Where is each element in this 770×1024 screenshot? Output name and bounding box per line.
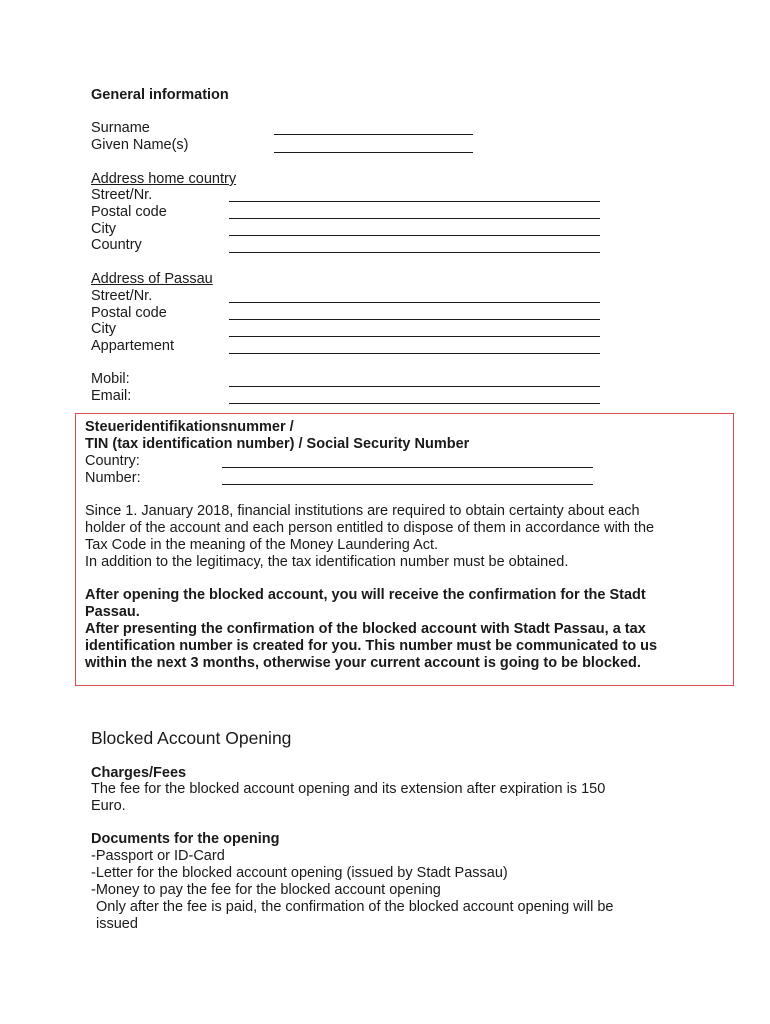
passau-city-label: City bbox=[91, 321, 116, 337]
tax-country-field[interactable] bbox=[222, 467, 593, 468]
tax-info-line: In addition to the legitimacy, the tax identification number must be obtained. bbox=[85, 554, 569, 570]
passau-appartement-field[interactable] bbox=[229, 353, 600, 354]
fee-note-line: Only after the fee is paid, the confirmation of the blocked account opening will be bbox=[96, 899, 614, 915]
home-address-heading: Address home country bbox=[91, 171, 237, 187]
tax-number-field[interactable] bbox=[222, 484, 593, 485]
tax-notice-line: After opening the blocked account, you will receive the confirmation for the Stadt bbox=[85, 587, 646, 603]
charges-text-line: Euro. bbox=[91, 798, 126, 814]
tax-notice-line: Passau. bbox=[85, 604, 140, 620]
tax-info-line: holder of the account and each person entitled to dispose of them in accordance with the bbox=[85, 520, 655, 536]
charges-text-line: The fee for the blocked account opening and its extension after expiration is 150 bbox=[91, 781, 606, 797]
mobile-field[interactable] bbox=[229, 386, 600, 387]
home-street-label: Street/Nr. bbox=[91, 187, 153, 203]
home-country-field[interactable] bbox=[229, 252, 600, 253]
general-information-heading: General information bbox=[91, 87, 229, 103]
passau-street-field[interactable] bbox=[229, 302, 600, 303]
documents-list-item: -Letter for the blocked account opening (issued by Stadt Passau) bbox=[91, 865, 508, 881]
home-postal-code-label: Postal code bbox=[91, 204, 167, 220]
home-country-label: Country bbox=[91, 237, 142, 253]
tax-info-line: Since 1. January 2018, financial institutions are required to obtain certainty about each bbox=[85, 503, 640, 519]
fee-note-line: issued bbox=[96, 916, 138, 932]
tax-number-label: Number: bbox=[85, 470, 141, 486]
passau-address-heading: Address of Passau bbox=[91, 271, 213, 287]
mobile-label: Mobil: bbox=[91, 371, 130, 387]
documents-heading: Documents for the opening bbox=[91, 831, 280, 847]
surname-label: Surname bbox=[91, 120, 150, 136]
passau-city-field[interactable] bbox=[229, 336, 600, 337]
home-city-label: City bbox=[91, 221, 116, 237]
charges-heading: Charges/Fees bbox=[91, 765, 187, 781]
email-field[interactable] bbox=[229, 403, 600, 404]
passau-appartement-label: Appartement bbox=[91, 338, 175, 354]
documents-list-item: -Money to pay the fee for the blocked account opening bbox=[91, 882, 441, 898]
tax-country-label: Country: bbox=[85, 453, 140, 469]
tax-box-title-line2: TIN (tax identification number) / Social Security Number bbox=[85, 436, 470, 452]
tax-notice-line: identification number is created for you. This number must be communicated to us bbox=[85, 638, 658, 654]
given-names-field[interactable] bbox=[274, 152, 473, 153]
email-label: Email: bbox=[91, 388, 132, 404]
tax-box-title-line1: Steueridentifikationsnummer / bbox=[85, 419, 294, 435]
home-city-field[interactable] bbox=[229, 235, 600, 236]
tax-notice-line: After presenting the confirmation of the blocked account with Stadt Passau, a tax bbox=[85, 621, 646, 637]
given-names-label: Given Name(s) bbox=[91, 137, 189, 153]
tax-notice-line: within the next 3 months, otherwise your current account is going to be blocked. bbox=[85, 655, 641, 671]
passau-street-label: Street/Nr. bbox=[91, 288, 153, 304]
tax-info-line: Tax Code in the meaning of the Money Laundering Act. bbox=[85, 537, 439, 553]
home-street-field[interactable] bbox=[229, 201, 600, 202]
blocked-account-heading: Blocked Account Opening bbox=[91, 728, 292, 748]
surname-field[interactable] bbox=[274, 134, 473, 135]
documents-list-item: -Passport or ID-Card bbox=[91, 848, 225, 864]
passau-postal-code-label: Postal code bbox=[91, 305, 167, 321]
home-postal-code-field[interactable] bbox=[229, 218, 600, 219]
passau-postal-code-field[interactable] bbox=[229, 319, 600, 320]
